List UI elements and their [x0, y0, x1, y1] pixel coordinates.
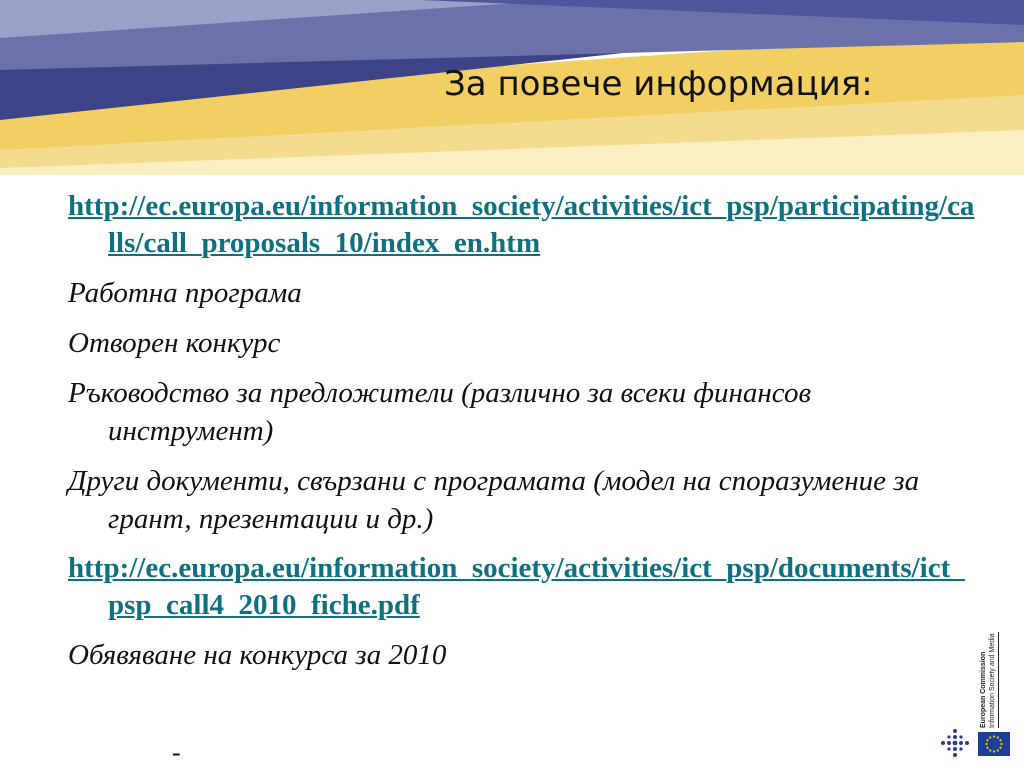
content-list [68, 188, 980, 686]
eu-flag-icon [978, 732, 1010, 756]
slide-title: За повече информация: [444, 64, 873, 104]
european-commission-logo [978, 632, 1020, 762]
footer-mark: - [172, 738, 181, 767]
ec-logo-line-1: European Commission [980, 651, 987, 728]
ec-logo-line-2: Information Society and Media [989, 633, 996, 728]
list-item-open-call: Отворен конкурс [68, 327, 281, 359]
link-call-fiche[interactable]: http://ec.europa.eu/information_society/activities/ict_psp/documents/ict_psp_call4_2010_fiche.pdf [68, 552, 965, 621]
list-item-proposers-guide: Ръководство за предложители (различно за всеки финансов инструмент) [68, 377, 812, 447]
ec-logo-divider [998, 632, 999, 728]
ec-logo-text [978, 632, 1002, 728]
dots-icon [940, 728, 970, 758]
list-item-work-programme: Работна програма [68, 277, 302, 309]
list-item-call-announcement: Обявяване на конкурса за 2010 [68, 639, 447, 671]
link-call-proposals[interactable]: http://ec.europa.eu/information_society/activities/ict_psp/participating/calls/call_proposals_10/index_en.htm [68, 190, 975, 259]
list-item-other-documents: Други документи, свързани с програмата (модел на споразумение за грант, презентации и др.) [68, 465, 920, 535]
